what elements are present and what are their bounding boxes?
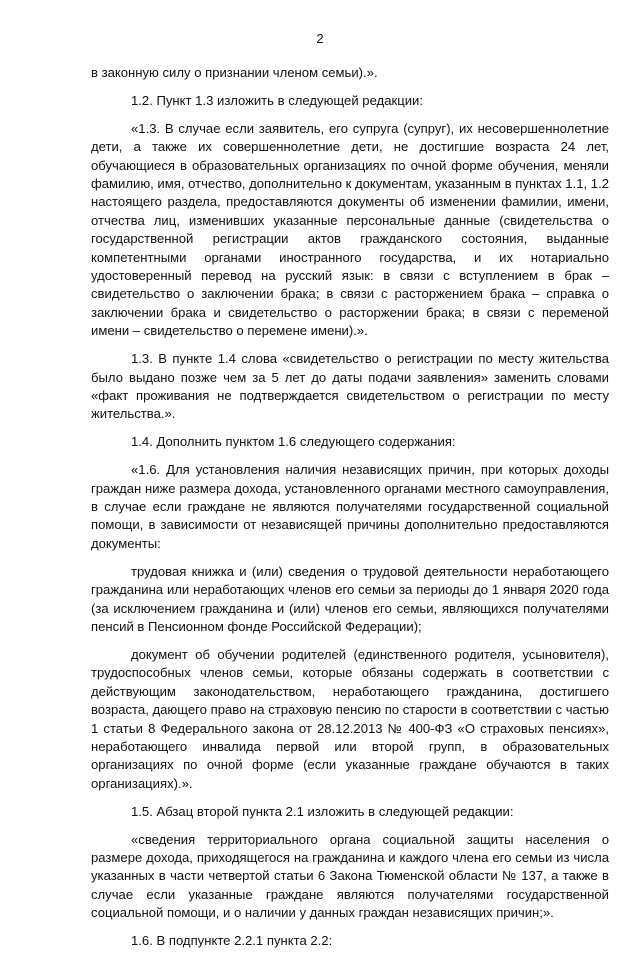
paragraph-continuation: в законную силу о признании членом семьи).».: [91, 65, 378, 80]
paragraph-employment-record: трудовая книжка и (или) сведения о трудовой деятельности неработающего гражданина или неработающих членов его семьи за периоды до 1 января 2020 года (за исключением гражданина и (или) членов его семьи, являющихся получателями пенсий в Пенсионном фонде Российской Федерации);: [91, 563, 609, 634]
paragraph-item-1-3: 1.3. В пункте 1.4 слова «свидетельство о регистрации по месту жительства было выдано позже чем за 5 лет до даты подачи заявления» заменить словами «факт проживания не подтверждается свидетельством о регистрации по месту жительства.».: [91, 351, 609, 422]
paragraph-clause-1-3: «1.3. В случае если заявитель, его супруга (супруг), их несовершеннолетние дети, а также их совершеннолетние дети, не достигшие возраста 24 лет, обучающиеся в образовательных организациях по очной форме обучения, меняли фамилию, имя, отчество, дополнительно к документам, указанным в пунктах 1.1, 1.2 настоящего раздела, предоставляются документы об изменении фамилии, имени, отчества лиц, изменивших указанные персональные данные (свидетельства о государственной регистрации актов гражданского состояния, выданные компетентными органами иностранного государства, и их нотариально удостоверенный перевод на русский язык: в связи с вступлением в брак – свидетельство о заключении брака; в связи с расторжением брака – справка о заключении брака и свидетельство о расторжении брака; в связи с переменой имени – свидетельство о перемене имени).».: [91, 120, 609, 339]
paragraph-item-1-6: 1.6. В подпункте 2.2.1 пункта 2.2:: [131, 933, 333, 949]
document-body: [91, 64, 609, 960]
paragraph-item-1-4: 1.4. Дополнить пунктом 1.6 следующего содержания:: [131, 434, 456, 450]
paragraph-item-1-5: 1.5. Абзац второй пункта 2.1 изложить в следующей редакции:: [131, 803, 514, 819]
paragraph-income-info: «сведения территориального органа социальной защиты населения о размере дохода, приходящегося на гражданина и каждого члена его семьи из числа указанных в части четвертой статьи 6 Закона Тюменской области № 137, а также в случае если указанные граждане являются получателями государственной социальной помощи, и о наличии у данных граждан независящих причин;».: [91, 831, 609, 921]
paragraph-item-1-2: 1.2. Пункт 1.3 изложить в следующей редакции:: [131, 92, 423, 108]
paragraph-clause-1-6: «1.6. Для установления наличия независящих причин, при которых доходы граждан ниже размера дохода, установленного органами местного самоуправления, в случае если граждане не являются получателями государственной социальной помощи, в зависимости от независящей причины дополнительно предоставляются документы:: [91, 462, 609, 551]
paragraph-education-document: документ об обучении родителей (единственного родителя, усыновителя), трудоспособных членов семьи, которые обязаны содержать в соответствии с действующим законодательством, неработающего гражданина, достигшего возраста, дающего право на страховую пенсию по старости в соответствии с частью 1 статьи 8 Федерального закона от 28.12.2013 № 400-ФЗ «О страховых пенсиях», неработающего инвалида первой или второй групп, в образовательных организациях по очной форме (если указанные граждане обучаются в таких организациях).».: [91, 646, 609, 791]
page-number: 2: [316, 31, 324, 46]
